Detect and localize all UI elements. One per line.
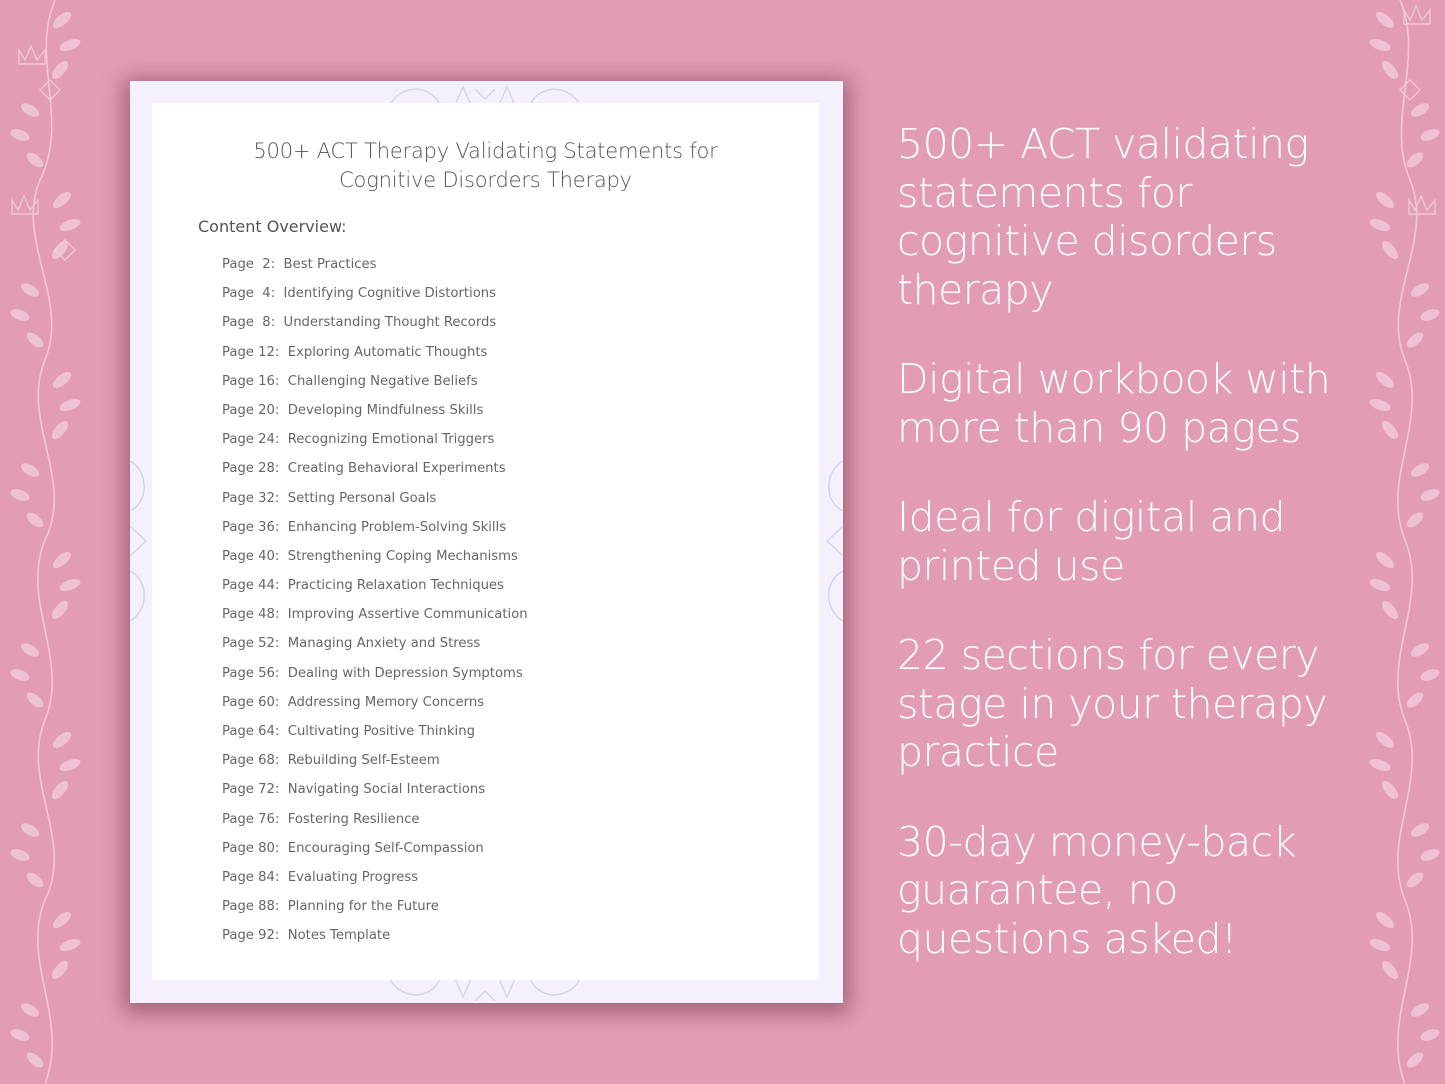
toc-section-title: Practicing Relaxation Techniques xyxy=(287,578,504,594)
toc-section-title: Evaluating Progress xyxy=(287,869,419,885)
toc-section-title: Setting Personal Goals xyxy=(287,490,437,506)
feature-line: Digital workbook with xyxy=(897,355,1331,403)
toc-section-title: Developing Mindfulness Skills xyxy=(287,402,484,418)
toc-item xyxy=(222,430,528,459)
document-title xyxy=(152,137,819,195)
toc-section-title: Notes Template xyxy=(287,928,391,944)
toc-page-number: Page 24: xyxy=(222,432,280,448)
toc-section-title: Planning for the Future xyxy=(287,899,439,915)
toc-section-title: Fostering Resilience xyxy=(287,811,420,827)
toc-page-number: Page 16: xyxy=(222,373,280,389)
feature-line: 30-day money-back xyxy=(897,817,1296,866)
mandala-right-icon xyxy=(821,451,843,631)
toc-section-title: Creating Behavioral Experiments xyxy=(287,461,506,477)
toc-item xyxy=(222,751,528,780)
toc-item xyxy=(222,313,528,342)
toc-section-title: Managing Anxiety and Stress xyxy=(287,636,481,652)
toc-page-number: Page 80: xyxy=(222,840,280,856)
toc-page-number: Page 36: xyxy=(222,519,280,535)
toc-item xyxy=(222,664,528,693)
feature-line: cognitive disorders xyxy=(897,217,1277,265)
toc-page-number: Page 56: xyxy=(222,665,280,681)
toc-item xyxy=(222,605,528,634)
content-overview-label: Content Overview: xyxy=(198,217,347,236)
feature-list xyxy=(897,120,1367,963)
feature-statement xyxy=(897,818,1367,964)
toc-item xyxy=(222,810,528,839)
workbook-page-preview xyxy=(130,81,843,1003)
feature-line: questions asked! xyxy=(897,914,1237,963)
toc-item xyxy=(222,839,528,868)
toc-item xyxy=(222,634,528,663)
toc-section-title: Dealing with Depression Symptoms xyxy=(287,665,523,681)
table-of-contents xyxy=(222,255,528,956)
feature-line: more than 90 pages xyxy=(897,403,1301,452)
toc-page-number: Page 2: xyxy=(222,257,276,272)
feature-line: stage in your therapy xyxy=(897,679,1328,728)
document-title-line-2: Cognitive Disorders Therapy xyxy=(339,168,632,192)
toc-item xyxy=(222,897,528,926)
toc-page-number: Page 28: xyxy=(222,461,280,477)
toc-item xyxy=(222,255,528,284)
page-content xyxy=(152,103,819,980)
toc-page-number: Page 92: xyxy=(222,928,280,944)
feature-line: statements for xyxy=(897,168,1192,217)
feature-line: Ideal for digital and xyxy=(897,493,1285,541)
toc-page-number: Page 4: xyxy=(222,286,276,302)
document-title-line-1: 500+ ACT Therapy Validating Statements for xyxy=(253,139,718,163)
feature-statement xyxy=(897,355,1367,452)
toc-page-number: Page 76: xyxy=(222,811,280,827)
toc-item xyxy=(222,284,528,313)
toc-section-title: Cultivating Positive Thinking xyxy=(287,724,475,739)
feature-statement xyxy=(897,493,1367,590)
toc-section-title: Recognizing Emotional Triggers xyxy=(287,432,495,448)
toc-item xyxy=(222,459,528,488)
toc-section-title: Navigating Social Interactions xyxy=(287,782,486,798)
toc-section-title: Challenging Negative Beliefs xyxy=(287,373,478,389)
toc-page-number: Page 44: xyxy=(222,578,280,594)
toc-page-number: Page 48: xyxy=(222,607,280,623)
feature-line: 500+ ACT validating xyxy=(897,120,1309,168)
toc-item xyxy=(222,780,528,809)
toc-page-number: Page 72: xyxy=(222,782,280,798)
mandala-top-icon xyxy=(380,81,590,105)
feature-line: practice xyxy=(897,728,1059,776)
toc-item xyxy=(222,518,528,547)
toc-section-title: Strengthening Coping Mechanisms xyxy=(287,548,518,564)
toc-page-number: Page 52: xyxy=(222,636,280,652)
feature-line: 22 sections for every xyxy=(897,631,1320,679)
feature-statement xyxy=(897,120,1367,314)
toc-page-number: Page 12: xyxy=(222,344,280,360)
toc-item xyxy=(222,868,528,897)
mandala-bottom-icon xyxy=(380,979,590,1003)
toc-section-title: Enhancing Problem-Solving Skills xyxy=(287,519,507,535)
toc-page-number: Page 60: xyxy=(222,694,280,710)
toc-section-title: Best Practices xyxy=(283,257,377,272)
toc-item xyxy=(222,401,528,430)
toc-item xyxy=(222,926,528,955)
toc-item xyxy=(222,372,528,401)
toc-page-number: Page 68: xyxy=(222,753,280,769)
toc-page-number: Page 32: xyxy=(222,490,280,506)
feature-line: printed use xyxy=(897,541,1125,590)
toc-item xyxy=(222,489,528,518)
toc-section-title: Improving Assertive Communication xyxy=(287,607,528,623)
toc-section-title: Exploring Automatic Thoughts xyxy=(287,344,488,360)
toc-page-number: Page 20: xyxy=(222,402,280,418)
toc-section-title: Rebuilding Self-Esteem xyxy=(287,753,440,769)
toc-item xyxy=(222,722,528,751)
feature-line: therapy xyxy=(897,265,1054,314)
toc-section-title: Understanding Thought Records xyxy=(283,315,497,331)
toc-page-number: Page 40: xyxy=(222,548,280,564)
mandala-left-icon xyxy=(130,451,152,631)
toc-page-number: Page 88: xyxy=(222,899,280,915)
toc-section-title: Encouraging Self-Compassion xyxy=(287,840,484,856)
toc-page-number: Page 8: xyxy=(222,315,276,331)
toc-page-number: Page 84: xyxy=(222,869,280,885)
toc-item xyxy=(222,343,528,372)
toc-item xyxy=(222,576,528,605)
toc-item xyxy=(222,547,528,576)
toc-section-title: Addressing Memory Concerns xyxy=(287,694,485,710)
toc-section-title: Identifying Cognitive Distortions xyxy=(283,286,497,302)
feature-line: guarantee, no xyxy=(897,866,1178,914)
floral-vine-left-icon xyxy=(0,0,100,1084)
toc-item xyxy=(222,693,528,722)
feature-statement xyxy=(897,631,1367,777)
toc-page-number: Page 64: xyxy=(222,724,280,739)
